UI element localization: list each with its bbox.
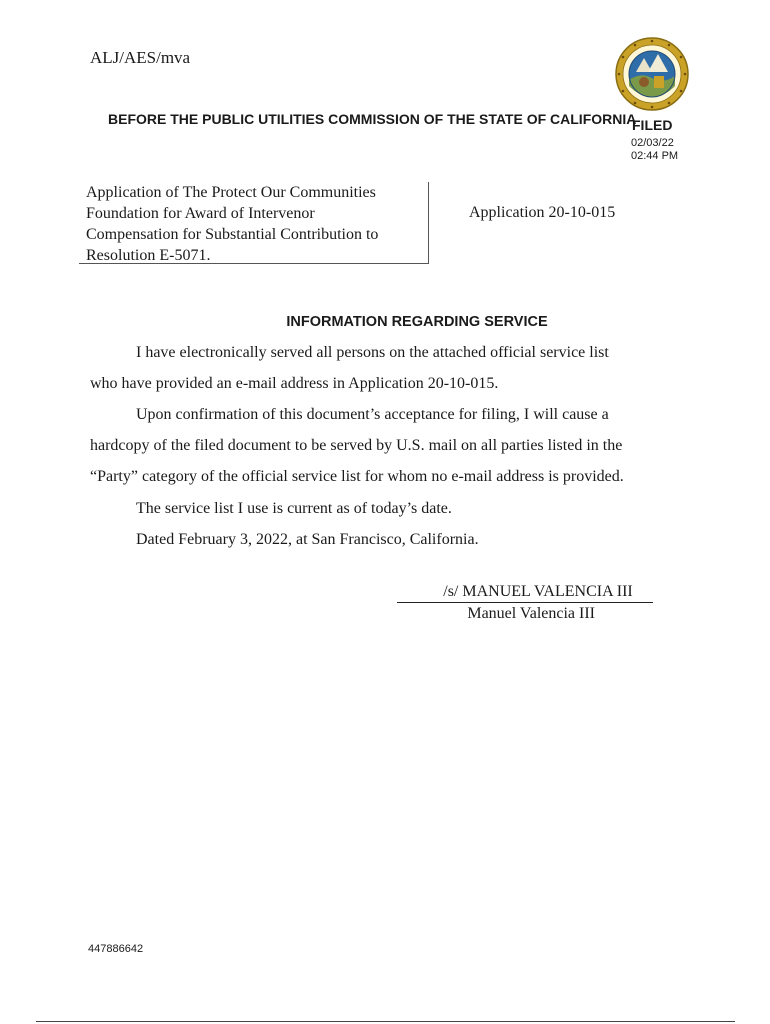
body-line: I have electronically served all persons on the attached official service list	[136, 344, 609, 361]
body-line: Dated February 3, 2022, at San Francisco, California.	[136, 531, 479, 548]
signature-sig: /s/ MANUEL VALENCIA III	[443, 583, 633, 600]
caption-line: Application of The Protect Our Communities	[86, 184, 376, 201]
body-line: Upon confirmation of this document’s acceptance for filing, I will cause a	[136, 406, 609, 423]
footer-rule	[36, 1021, 735, 1022]
body-line: who have provided an e-mail address in Application 20-10-015.	[90, 375, 499, 392]
header-code: ALJ/AES/mva	[90, 48, 191, 67]
body-line: The service list I use is current as of today’s date.	[136, 500, 452, 517]
body-line: “Party” category of the official service list for whom no e-mail address is provided.	[90, 468, 624, 485]
caption-line: Compensation for Substantial Contribution to	[86, 226, 379, 243]
signature-name: Manuel Valencia III	[467, 605, 595, 622]
commission-title: BEFORE THE PUBLIC UTILITIES COMMISSION OF THE STATE OF CALIFORNIA	[108, 111, 637, 127]
application-number: Application 20-10-015	[469, 204, 616, 221]
state-seal-icon	[614, 36, 690, 112]
body-line: hardcopy of the filed document to be served by U.S. mail on all parties listed in the	[90, 437, 623, 454]
filed-time: 02:44 PM	[631, 150, 679, 162]
caption-line: Resolution E-5071.	[86, 247, 211, 264]
signature-line	[397, 602, 653, 603]
filed-date: 02/03/22	[631, 137, 674, 149]
section-heading: INFORMATION REGARDING SERVICE	[286, 314, 548, 330]
document-id: 447886642	[88, 943, 144, 955]
case-caption	[79, 182, 429, 264]
caption-line: Foundation for Award of Intervenor	[86, 205, 315, 222]
filed-label: FILED	[632, 117, 673, 133]
